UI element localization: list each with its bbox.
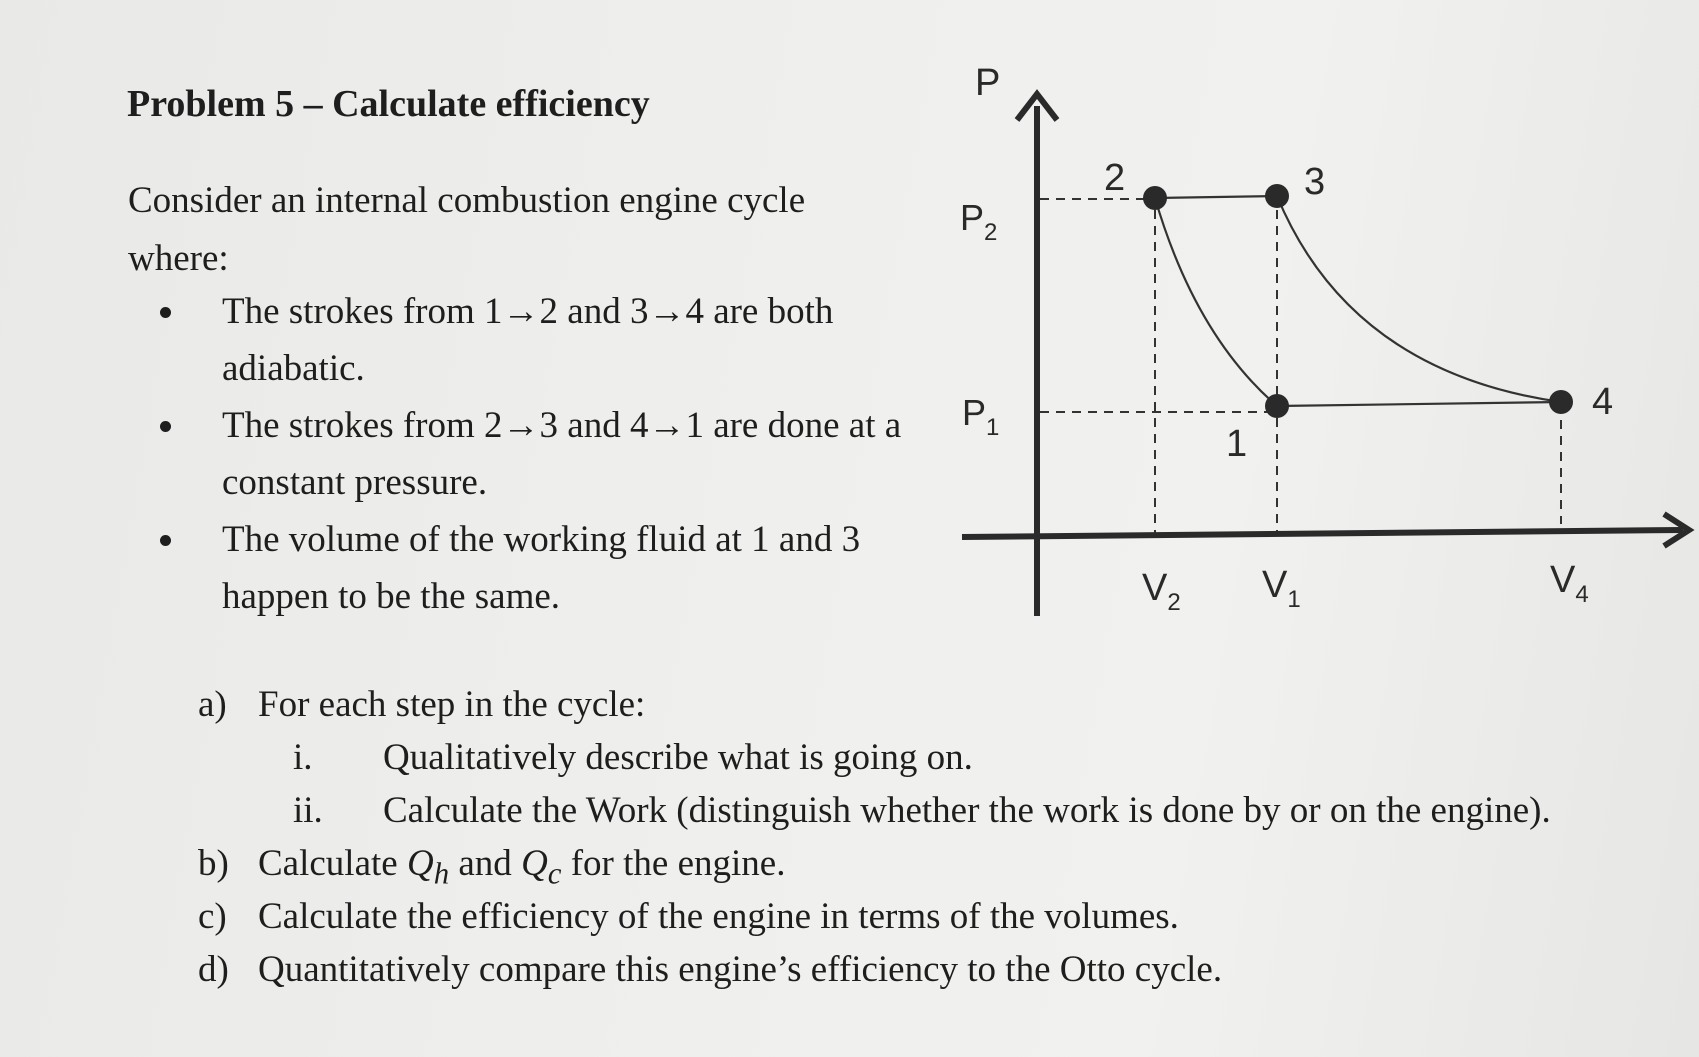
point-label-4: 4 xyxy=(1592,381,1614,423)
qc-main: Q xyxy=(521,843,548,884)
question-b xyxy=(198,837,1678,890)
question-b-pre: Calculate xyxy=(258,843,407,884)
question-b-post: for the engine. xyxy=(561,843,786,884)
state-point-3 xyxy=(1265,184,1289,208)
problem-intro: Consider an internal combustion engine cycle where: xyxy=(128,180,806,279)
v4-main: V xyxy=(1550,559,1576,601)
p1-main: P xyxy=(962,392,987,433)
p2-main: P xyxy=(960,197,985,238)
question-label: d) xyxy=(198,949,229,990)
p1-sub: 1 xyxy=(986,414,1000,441)
question-text: Quantitatively compare this engine’s efficiency to the Otto cycle. xyxy=(258,949,1223,990)
question-a-ii xyxy=(198,784,1678,837)
qh-symbol xyxy=(406,843,450,891)
point-label-2: 2 xyxy=(1104,157,1126,199)
question-text: Calculate the efficiency of the engine in terms of the volumes. xyxy=(258,896,1179,937)
question-a xyxy=(198,678,1678,731)
path-4-1 xyxy=(1277,402,1561,406)
state-point-1 xyxy=(1265,394,1289,418)
question-text: Qualitatively describe what is going on. xyxy=(383,737,973,778)
v1-label xyxy=(1262,564,1301,613)
v2-label xyxy=(1142,567,1181,616)
problem-title: Problem 5 – Calculate efficiency xyxy=(127,83,650,125)
point-label-3: 3 xyxy=(1304,161,1326,203)
question-label: c) xyxy=(198,896,227,937)
p-axis-label: P xyxy=(975,62,1001,104)
condition-text: The strokes from 2→3 and 4→1 are done at a constant pressure. xyxy=(222,405,902,503)
v2-sub: 2 xyxy=(1167,589,1181,616)
question-c xyxy=(198,890,1678,943)
question-label: ii. xyxy=(293,790,323,831)
question-label: a) xyxy=(198,684,227,725)
qh-main: Q xyxy=(406,843,434,884)
v4-sub: 4 xyxy=(1575,581,1589,608)
path-1-2 xyxy=(1155,198,1277,406)
question-a-i xyxy=(198,731,1678,784)
question-d xyxy=(198,943,1678,996)
v1-sub: 1 xyxy=(1287,586,1301,613)
qh-sub: h xyxy=(433,856,450,891)
v2-main: V xyxy=(1142,567,1168,609)
question-label: b) xyxy=(198,843,229,884)
condition-text: The volume of the working fluid at 1 and 3 happen to be the same. xyxy=(222,519,861,617)
state-point-4 xyxy=(1549,390,1573,414)
p2-sub: 2 xyxy=(984,219,998,246)
question-b-mid: and xyxy=(449,843,522,884)
p1-label xyxy=(962,392,999,441)
v1-main: V xyxy=(1262,564,1288,606)
qc-sub: c xyxy=(547,856,562,891)
question-label: i. xyxy=(293,737,313,778)
p2-label xyxy=(960,197,997,246)
state-point-2 xyxy=(1143,186,1167,210)
qc-symbol xyxy=(521,843,562,891)
question-text: Calculate the Work (distinguish whether the work is done by or on the engine). xyxy=(383,790,1551,831)
question-list xyxy=(198,678,1678,996)
point-label-1: 1 xyxy=(1226,423,1248,465)
question-text: For each step in the cycle: xyxy=(258,684,646,725)
path-2-3 xyxy=(1155,196,1277,198)
condition-text: The strokes from 1→2 and 3→4 are both adiabatic. xyxy=(222,291,834,389)
path-3-4 xyxy=(1277,196,1561,402)
v4-label xyxy=(1550,559,1589,608)
v-axis xyxy=(962,530,1683,537)
